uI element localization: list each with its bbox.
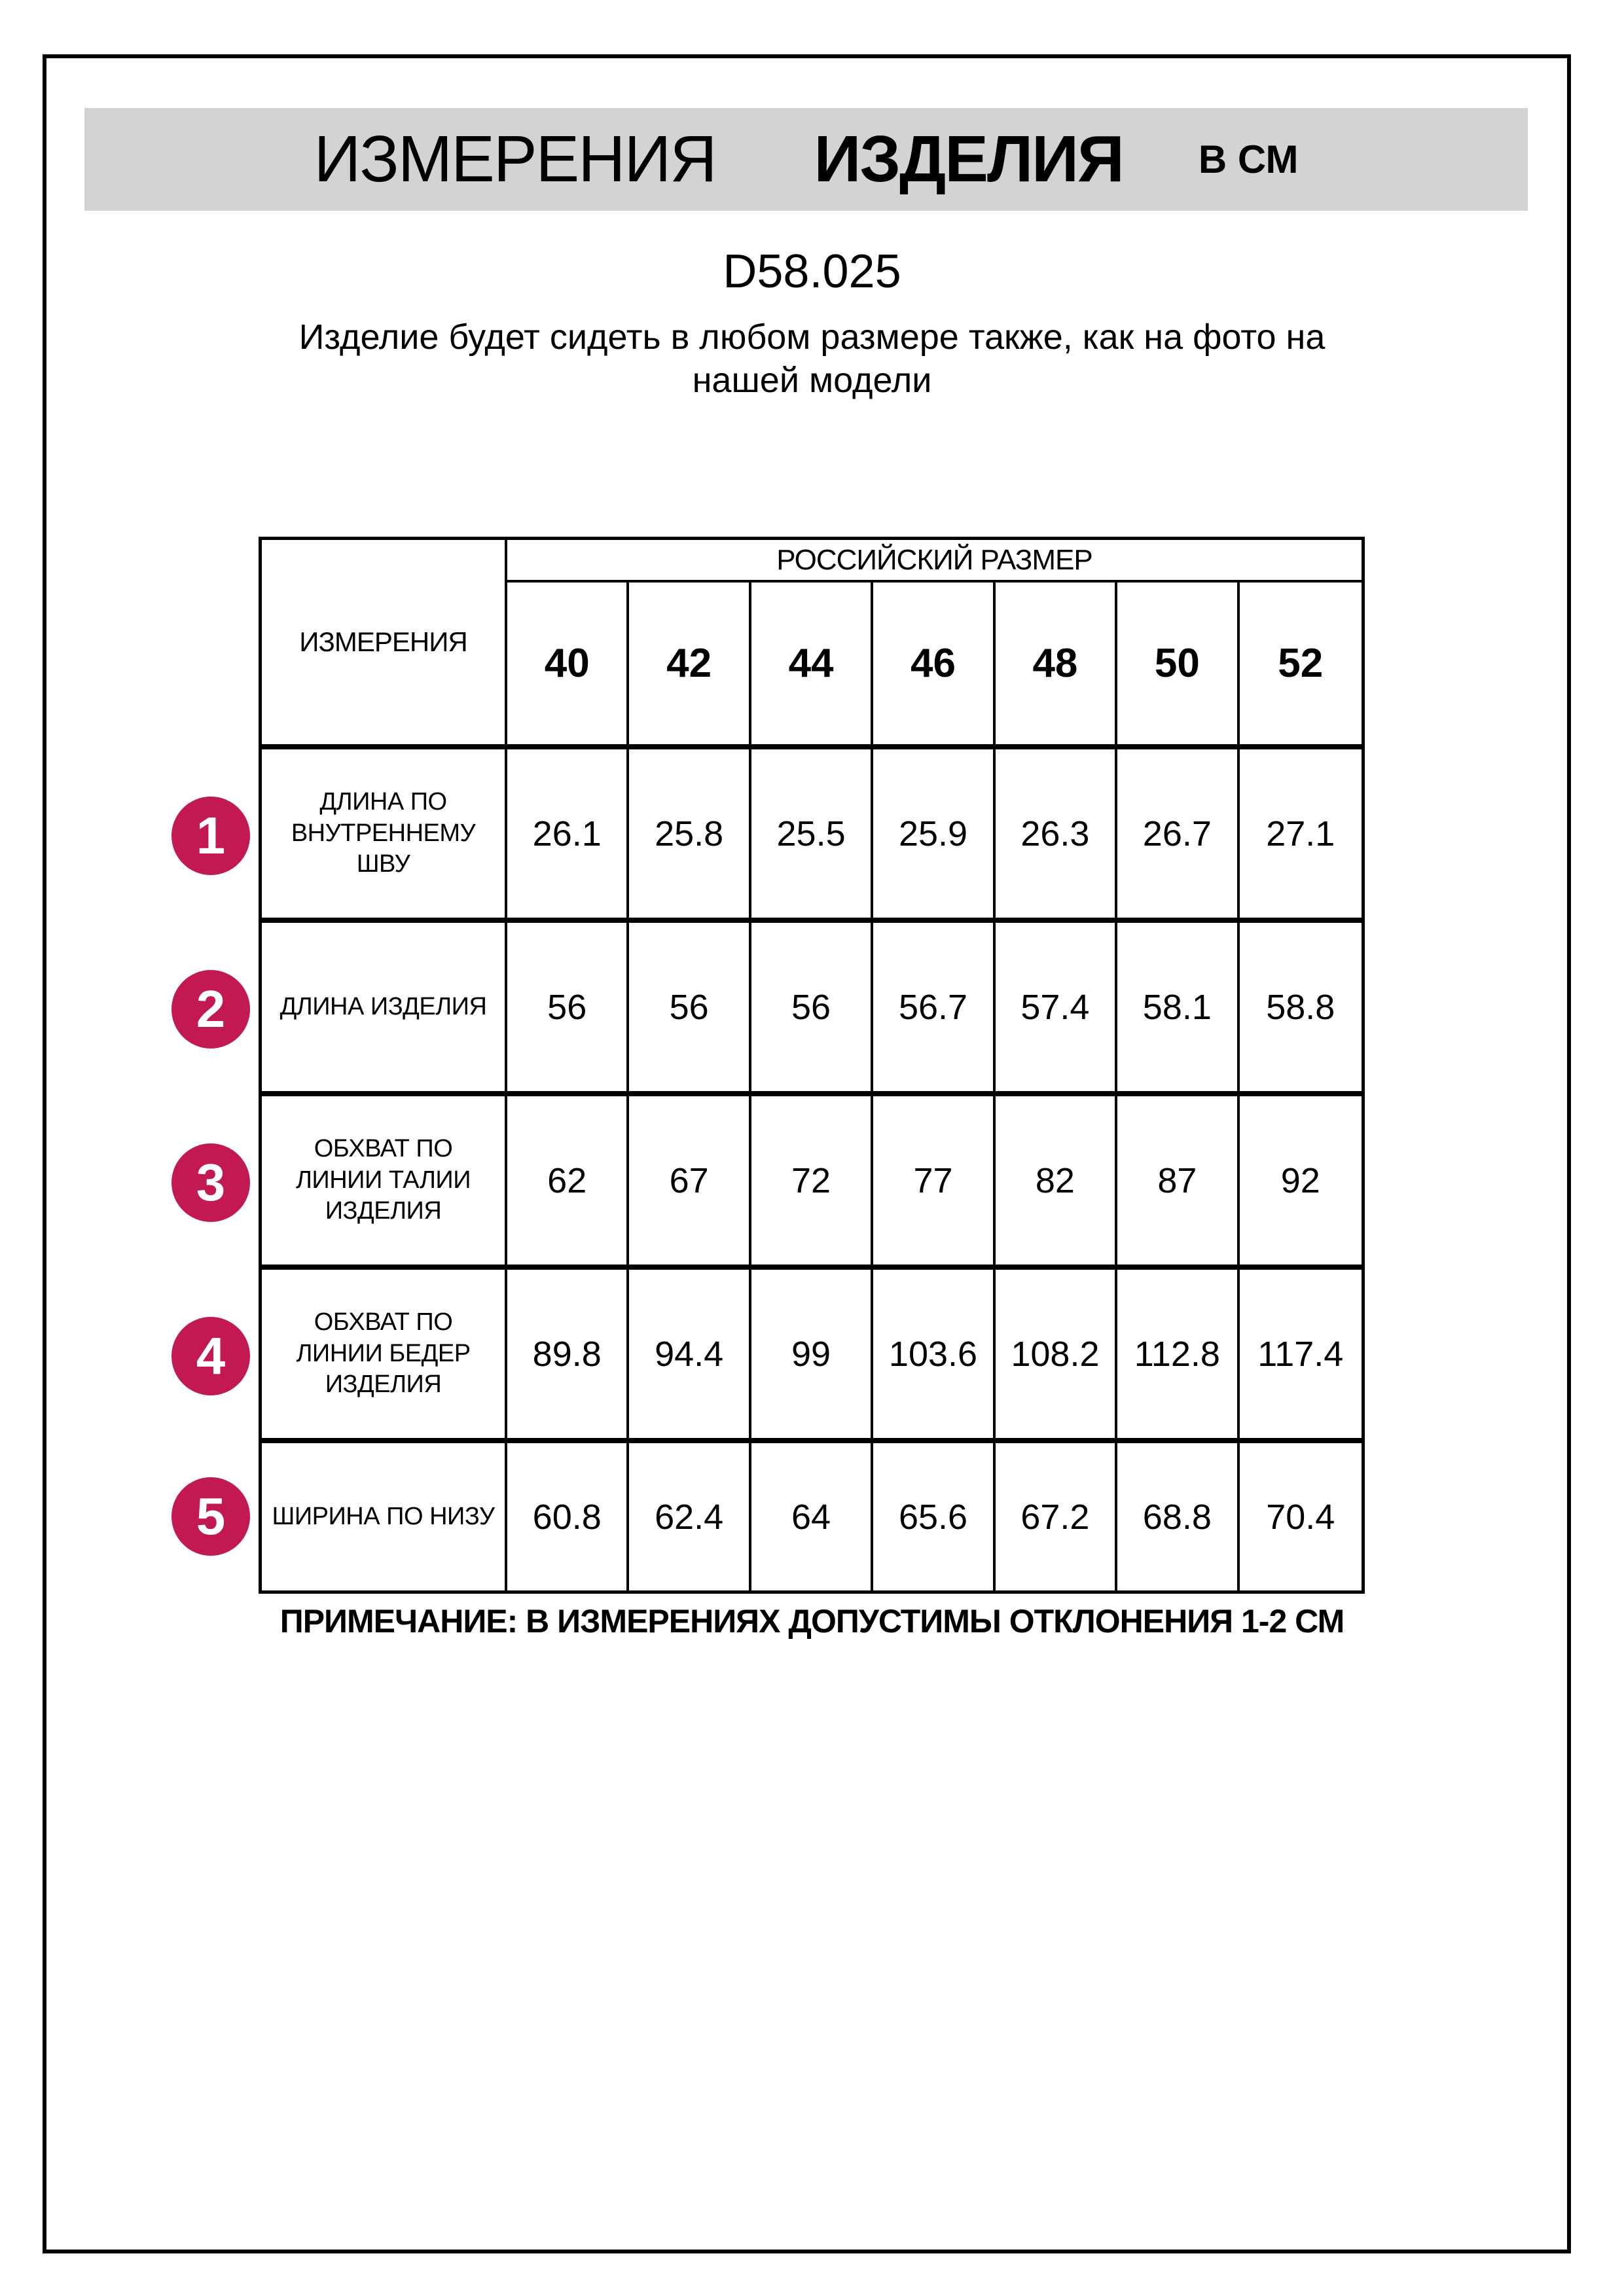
measurement-row-label: ОБХВАТ ПО ЛИНИИ ТАЛИИ ИЗДЕЛИЯ bbox=[262, 1096, 507, 1270]
measurement-value-cell: 56 bbox=[629, 923, 751, 1096]
measurement-value-cell: 112.8 bbox=[1117, 1270, 1239, 1443]
measurement-row-label: ОБХВАТ ПО ЛИНИИ БЕДЕР ИЗДЕЛИЯ bbox=[262, 1270, 507, 1443]
measurement-value-cell: 70.4 bbox=[1266, 1497, 1335, 1537]
measurement-value-cell: 26.1 bbox=[507, 749, 629, 923]
measurement-value-cell: 68.8 bbox=[1117, 1443, 1239, 1590]
measurement-value-cell: 25.5 bbox=[751, 749, 873, 923]
fit-description-line2: нашей модели bbox=[692, 361, 932, 400]
measurement-value-cell: 87 bbox=[1117, 1096, 1239, 1270]
table-group-header: РОССИЙСКИЙ РАЗМЕР bbox=[507, 540, 1362, 583]
size-column-header: 40 bbox=[507, 583, 629, 749]
measurement-value-cell: 62 bbox=[507, 1096, 629, 1270]
measurement-value-cell: 25.9 bbox=[873, 749, 995, 923]
page-title-units: В СМ bbox=[1198, 137, 1299, 181]
measurement-value-cell: 99 bbox=[751, 1270, 873, 1443]
measurement-value-cell: 26.7 bbox=[1117, 749, 1239, 923]
size-column-header: 52 bbox=[1240, 583, 1362, 749]
measurement-value-cell: 56 bbox=[751, 923, 873, 1096]
measurement-value-cell: 58.8 bbox=[1240, 923, 1362, 1096]
size-column-header: 44 bbox=[751, 583, 873, 749]
measurement-row-label: ДЛИНА ПО ВНУТРЕННЕМУ ШВУ bbox=[262, 749, 507, 923]
measurement-value-cell: 72 bbox=[751, 1096, 873, 1270]
fit-description bbox=[0, 315, 1624, 402]
fit-description-line1: Изделие будет сидеть в любом размере также, как на фото на bbox=[298, 317, 1326, 357]
measurement-value-cell: 56 bbox=[507, 923, 629, 1096]
measurement-value-cell: 25.8 bbox=[629, 749, 751, 923]
header-bar bbox=[84, 108, 1528, 211]
row-number-badge: 4 bbox=[171, 1317, 250, 1395]
measurement-value-cell: 57.4 bbox=[996, 923, 1117, 1096]
row-number-badge: 5 bbox=[171, 1477, 250, 1556]
measurement-value-cell: 67 bbox=[629, 1096, 751, 1270]
measurement-value-cell: 27.1 bbox=[1240, 749, 1362, 923]
row-number-badge: 1 bbox=[171, 797, 250, 875]
measurement-value-cell: 62.4 bbox=[629, 1443, 751, 1590]
measurement-value-cell: 77 bbox=[873, 1096, 995, 1270]
measurement-value-cell: 67.2 bbox=[996, 1443, 1117, 1590]
measurement-value-cell: 108.2 bbox=[996, 1270, 1117, 1443]
product-code: D58.025 bbox=[723, 245, 901, 298]
measurement-value-cell: 82 bbox=[996, 1096, 1117, 1270]
page-title-measurements: ИЗМЕРЕНИЯ bbox=[314, 122, 716, 196]
size-column-header: 48 bbox=[996, 583, 1117, 749]
measurement-value-cell: 65.6 bbox=[873, 1443, 995, 1590]
row-number-badge: 2 bbox=[171, 970, 250, 1049]
measurements-table bbox=[259, 537, 1365, 1594]
size-column-header: 42 bbox=[629, 583, 751, 749]
measurement-row-label: ШИРИНА ПО НИЗУ bbox=[262, 1443, 507, 1590]
measurement-value-cell: 92 bbox=[1240, 1096, 1362, 1270]
size-column-header: 46 bbox=[873, 583, 995, 749]
measurement-row-label: ДЛИНА ИЗДЕЛИЯ bbox=[262, 923, 507, 1096]
row-number-badge: 3 bbox=[171, 1143, 250, 1222]
page-title-product: ИЗДЕЛИЯ bbox=[814, 122, 1123, 196]
measurement-value-cell: 94.4 bbox=[629, 1270, 751, 1443]
tolerance-note: ПРИМЕЧАНИЕ: В ИЗМЕРЕНИЯХ ДОПУСТИМЫ ОТКЛОНЕНИЯ 1-2 СМ bbox=[280, 1603, 1344, 1640]
measurement-value-cell: 60.8 bbox=[507, 1443, 629, 1590]
measurement-value-cell: 26.3 bbox=[996, 749, 1117, 923]
table-corner-label: ИЗМЕРЕНИЯ bbox=[262, 540, 507, 749]
measurement-value-cell: 117.4 bbox=[1240, 1270, 1362, 1443]
measurement-value-cell: 64 bbox=[751, 1443, 873, 1590]
measurement-value-cell: 103.6 bbox=[873, 1270, 995, 1443]
measurement-value-cell: 56.7 bbox=[873, 923, 995, 1096]
measurement-value-cell: 58.1 bbox=[1117, 923, 1239, 1096]
size-column-header: 50 bbox=[1117, 583, 1239, 749]
measurement-value-cell: 89.8 bbox=[507, 1270, 629, 1443]
